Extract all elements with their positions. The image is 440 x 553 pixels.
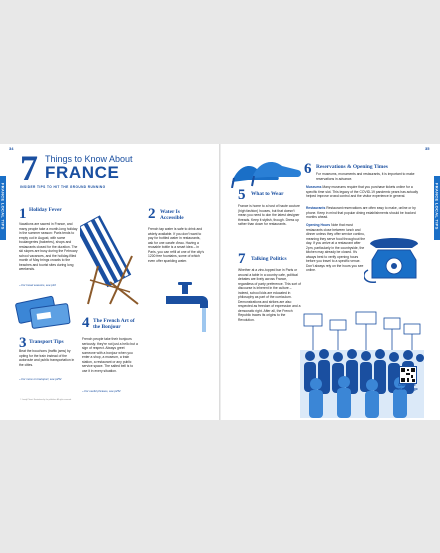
section-5-text: France is home to a host of haute couture (high fashion) houses, but that doesn't mean you need to don the latest designer threads. Keep it stylish, though. Dress up rather than down for restaurants. — [238, 204, 300, 227]
section-5-number: 5 — [238, 187, 246, 203]
section-6-heading: Reservations & Opening Times — [316, 164, 388, 170]
section-6-number: 6 — [304, 161, 312, 177]
section-4-heading: The French Art of the Bonjour — [93, 318, 135, 330]
qr-caption: Learn more before you go — [396, 383, 418, 391]
opening-hours-text: Note that most restaurants close between lunch and dinner unless they offer service continu, meaning they serve food throughout the day. If you arrive at a restaurant after 2pm, particularly in the countryside, the kitchen may already be closed. It's always best to verify opening hours before you travel to a specific venue. Don't always rely on the hours you see online. — [306, 223, 366, 273]
section-7-text: Whether at a zinc-topped bar in Paris or around a table in a country cafe, political debates are lively across France, regardless of party preference. This sort of discourse is inherent in the culture – indeed, school kids are educated in philosophy as part of the curriculum. Demonstrations and strikes are also respected as freedom of expression and a democratic right. After all, the French Republic traces its origins to the Revolution. — [238, 268, 301, 323]
right-page-number: 35 — [425, 146, 430, 151]
museums-label: Museums — [306, 185, 322, 189]
section-7-number: 7 — [238, 251, 246, 267]
water-faucet-illustration — [162, 282, 216, 334]
museums-text: Many museums require that you purchase tickets online for a specific time slot. This legacy of the COVID-19 pandemic years has actually helped improve crowd control and the visitor experience in general. — [306, 185, 419, 199]
section-1-number: 1 — [19, 206, 27, 222]
right-side-tab-label: FRANCE LOCAL TIPS — [434, 183, 440, 230]
section-1-tip: » For travel seasons, see p10 — [19, 283, 56, 287]
restaurants-label: Restaurants — [306, 206, 326, 210]
section-4-tip: » For useful phrases, see p252 — [82, 389, 121, 393]
deck-chair-illustration — [80, 196, 148, 316]
section-6-intro: For museums, monuments and restaurants, it is important to make reservations in advance. — [316, 172, 415, 181]
section-6-item-opening-hours — [306, 223, 368, 273]
section-2-number: 2 — [148, 206, 156, 222]
title-line2: FRANCE — [45, 163, 120, 182]
section-6-item-restaurants — [306, 206, 424, 220]
telephone-illustration — [364, 230, 424, 286]
left-page-number: 34 — [9, 146, 14, 151]
title-number: 7 — [20, 148, 38, 188]
section-5-heading: What to Wear — [251, 191, 284, 197]
section-2-heading: Water Is Accessible — [160, 209, 184, 221]
section-1-heading: Holiday Fever — [29, 207, 62, 213]
title-line1: Things to Know About — [45, 154, 133, 164]
section-3-tip: » For more on transport, see p252 — [19, 377, 62, 381]
section-7-heading: Talking Politics — [251, 256, 287, 262]
high-heels-illustration — [228, 148, 302, 188]
train-tickets-illustration — [15, 290, 73, 334]
section-4-number: 4 — [82, 315, 90, 331]
section-3-number: 3 — [19, 335, 27, 351]
fine-print: © Lonely Planet. Illustrations by the publisher. All rights reserved. — [20, 399, 72, 401]
gutter — [219, 144, 221, 420]
qr-code[interactable] — [399, 366, 417, 384]
section-4-text: French people take their bonjours seriously: they're not just a hello but a sign of respect. Always greet someone with a bonjour when you enter a shop, a museum, a train station, a restaurant or any public service space. The salted bell is to use it in every situation. — [82, 337, 138, 373]
section-6-item-museums — [306, 185, 424, 199]
section-2-text: French tap water is safe to drink and widely available. If you don't want to pay for bottled water in restaurants, ask for une carafe d'eau. Having a reusable bottle is a smart idea – in Paris, you can refill at one of the city's 1200 free fountains, some of which even offer sparkling water. — [148, 227, 205, 263]
subtitle: INSIDER TIPS TO HIT THE GROUND RUNNING — [20, 185, 106, 189]
section-3-heading: Transport Tips — [29, 339, 64, 345]
section-3-text: Beat the bouchons (traffic jams) by opting for the train instead of the autoroute and public transportation in the cities. — [19, 349, 75, 367]
section-1-text: Vacations are sacred in France, and many people take a month-long holiday in the summer season: Paris tends to empty out in August, with some boulangeries (bakeries), shops and restaurants closed for the duration. The ski slopes are busy during the February school vacances, and the holiday-filled month of May brings crowds to the beaches and tourist sites during long weekends. — [19, 222, 78, 272]
opening-hours-label: Opening Hours — [306, 223, 331, 227]
left-side-tab-label: FRANCE LOCAL TIPS — [0, 183, 6, 230]
qr-code-icon — [400, 367, 416, 383]
demonstration-crowd-illustration — [300, 310, 424, 418]
restaurants-text: Restaurant reservations are often easy to make, online or by phone. Keep in mind that popular dining establishments should be booked months ahead. — [306, 206, 416, 220]
